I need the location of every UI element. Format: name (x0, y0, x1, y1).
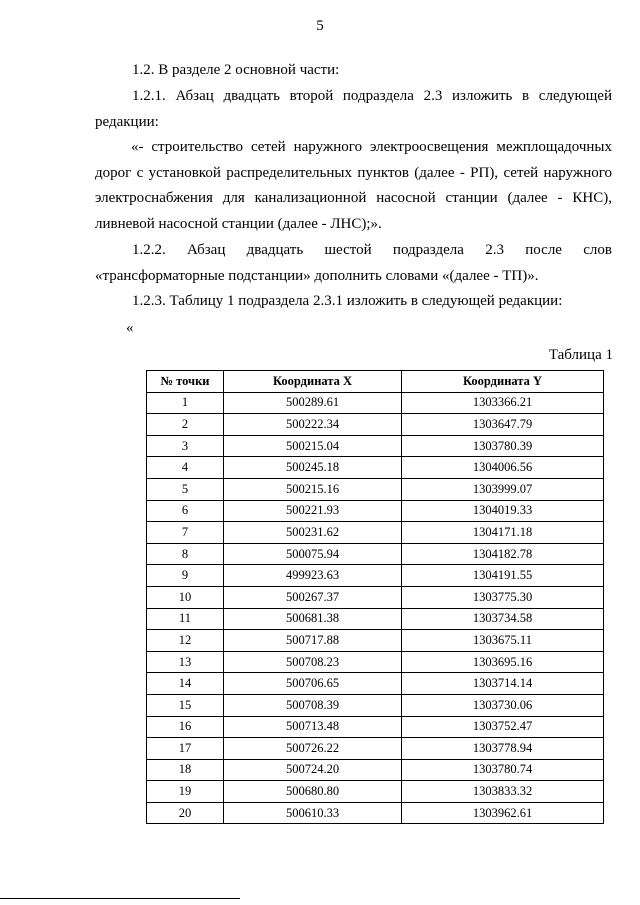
paragraph-text: 1.2.1. Абзац двадцать второй подраздела 2.3 изложить в следующей редакции: (95, 88, 612, 130)
cell-x: 500231.62 (224, 522, 402, 544)
header-coordinate-x: Координата X (224, 371, 402, 393)
cell-point: 8 (147, 543, 224, 565)
page-number: 5 (316, 18, 324, 34)
paragraph-1-2-2 (95, 238, 612, 289)
table-row (147, 435, 604, 457)
cell-point: 2 (147, 414, 224, 436)
cell-y: 1303675.11 (402, 630, 604, 652)
cell-y: 1303730.06 (402, 694, 604, 716)
table-row (147, 630, 604, 652)
table-row (147, 694, 604, 716)
cell-y: 1303780.74 (402, 759, 604, 781)
cell-point: 6 (147, 500, 224, 522)
table-row (147, 651, 604, 673)
table-row (147, 802, 604, 824)
table-row (147, 759, 604, 781)
cell-y: 1303734.58 (402, 608, 604, 630)
table-row (147, 673, 604, 695)
cell-point: 18 (147, 759, 224, 781)
cell-x: 500706.65 (224, 673, 402, 695)
cell-point: 4 (147, 457, 224, 479)
cell-y: 1304191.55 (402, 565, 604, 587)
cell-point: 5 (147, 478, 224, 500)
cell-y: 1303752.47 (402, 716, 604, 738)
cell-x: 500222.34 (224, 414, 402, 436)
paragraph-text: 1.2. В разделе 2 основной части: (132, 62, 340, 78)
table-row (147, 738, 604, 760)
cell-y: 1304019.33 (402, 500, 604, 522)
cell-x: 500681.38 (224, 608, 402, 630)
paragraph-text: «- строительство сетей наружного электроосвещения межплощадочных дорог с установкой распределительных пунктов (далее - РП), сетей наружного электроснабжения для канализационной насосной станции (далее - КНС), ливневой насосной станции (далее - ЛНС);». (95, 139, 612, 232)
table-row (147, 781, 604, 803)
quote-open-mark: « (126, 320, 134, 336)
cell-x: 500245.18 (224, 457, 402, 479)
header-point-number: № точки (147, 371, 224, 393)
cell-point: 10 (147, 586, 224, 608)
cell-y: 1304006.56 (402, 457, 604, 479)
cell-point: 17 (147, 738, 224, 760)
cell-point: 16 (147, 716, 224, 738)
table-row (147, 457, 604, 479)
table-row (147, 565, 604, 587)
table-row (147, 478, 604, 500)
table-row (147, 500, 604, 522)
cell-x: 500075.94 (224, 543, 402, 565)
cell-point: 1 (147, 392, 224, 414)
cell-y: 1303962.61 (402, 802, 604, 824)
cell-x: 500680.80 (224, 781, 402, 803)
cell-point: 13 (147, 651, 224, 673)
cell-x: 500726.22 (224, 738, 402, 760)
cell-point: 3 (147, 435, 224, 457)
cell-x: 500717.88 (224, 630, 402, 652)
table-row (147, 392, 604, 414)
paragraph-1-2-3 (95, 289, 612, 315)
cell-x: 500267.37 (224, 586, 402, 608)
table-row (147, 716, 604, 738)
cell-x: 500708.23 (224, 651, 402, 673)
cell-point: 19 (147, 781, 224, 803)
cell-point: 20 (147, 802, 224, 824)
cell-y: 1303780.39 (402, 435, 604, 457)
cell-x: 500289.61 (224, 392, 402, 414)
cell-point: 7 (147, 522, 224, 544)
cell-point: 14 (147, 673, 224, 695)
cell-y: 1303366.21 (402, 392, 604, 414)
paragraph-text: 1.2.3. Таблицу 1 подраздела 2.3.1 изложить в следующей редакции: (132, 293, 563, 309)
header-coordinate-y: Координата Y (402, 371, 604, 393)
paragraph-text: 1.2.2. Абзац двадцать шестой подраздела 2.3 после слов «трансформаторные подстанции» дополнить словами «(далее - ТП)». (95, 242, 612, 284)
cell-x: 500708.39 (224, 694, 402, 716)
table-row (147, 414, 604, 436)
table-row (147, 586, 604, 608)
cell-point: 11 (147, 608, 224, 630)
table-row (147, 543, 604, 565)
cell-x: 500713.48 (224, 716, 402, 738)
paragraph-quote (95, 135, 612, 237)
paragraph-1-2-1 (95, 84, 612, 135)
table-row (147, 522, 604, 544)
cell-x: 500724.20 (224, 759, 402, 781)
cell-y: 1303695.16 (402, 651, 604, 673)
coordinates-table (146, 370, 604, 824)
cell-point: 9 (147, 565, 224, 587)
cell-y: 1303999.07 (402, 478, 604, 500)
cell-y: 1304171.18 (402, 522, 604, 544)
paragraph-1-2 (95, 58, 612, 84)
cell-x: 499923.63 (224, 565, 402, 587)
cell-y: 1303775.30 (402, 586, 604, 608)
cell-y: 1303833.32 (402, 781, 604, 803)
cell-x: 500215.16 (224, 478, 402, 500)
cell-y: 1303647.79 (402, 414, 604, 436)
footnote-separator (0, 898, 240, 899)
table-header-row (147, 371, 604, 393)
table-caption: Таблица 1 (548, 347, 613, 363)
cell-point: 15 (147, 694, 224, 716)
cell-y: 1303714.14 (402, 673, 604, 695)
table-row (147, 608, 604, 630)
cell-y: 1303778.94 (402, 738, 604, 760)
cell-point: 12 (147, 630, 224, 652)
cell-x: 500221.93 (224, 500, 402, 522)
cell-x: 500610.33 (224, 802, 402, 824)
cell-y: 1304182.78 (402, 543, 604, 565)
cell-x: 500215.04 (224, 435, 402, 457)
